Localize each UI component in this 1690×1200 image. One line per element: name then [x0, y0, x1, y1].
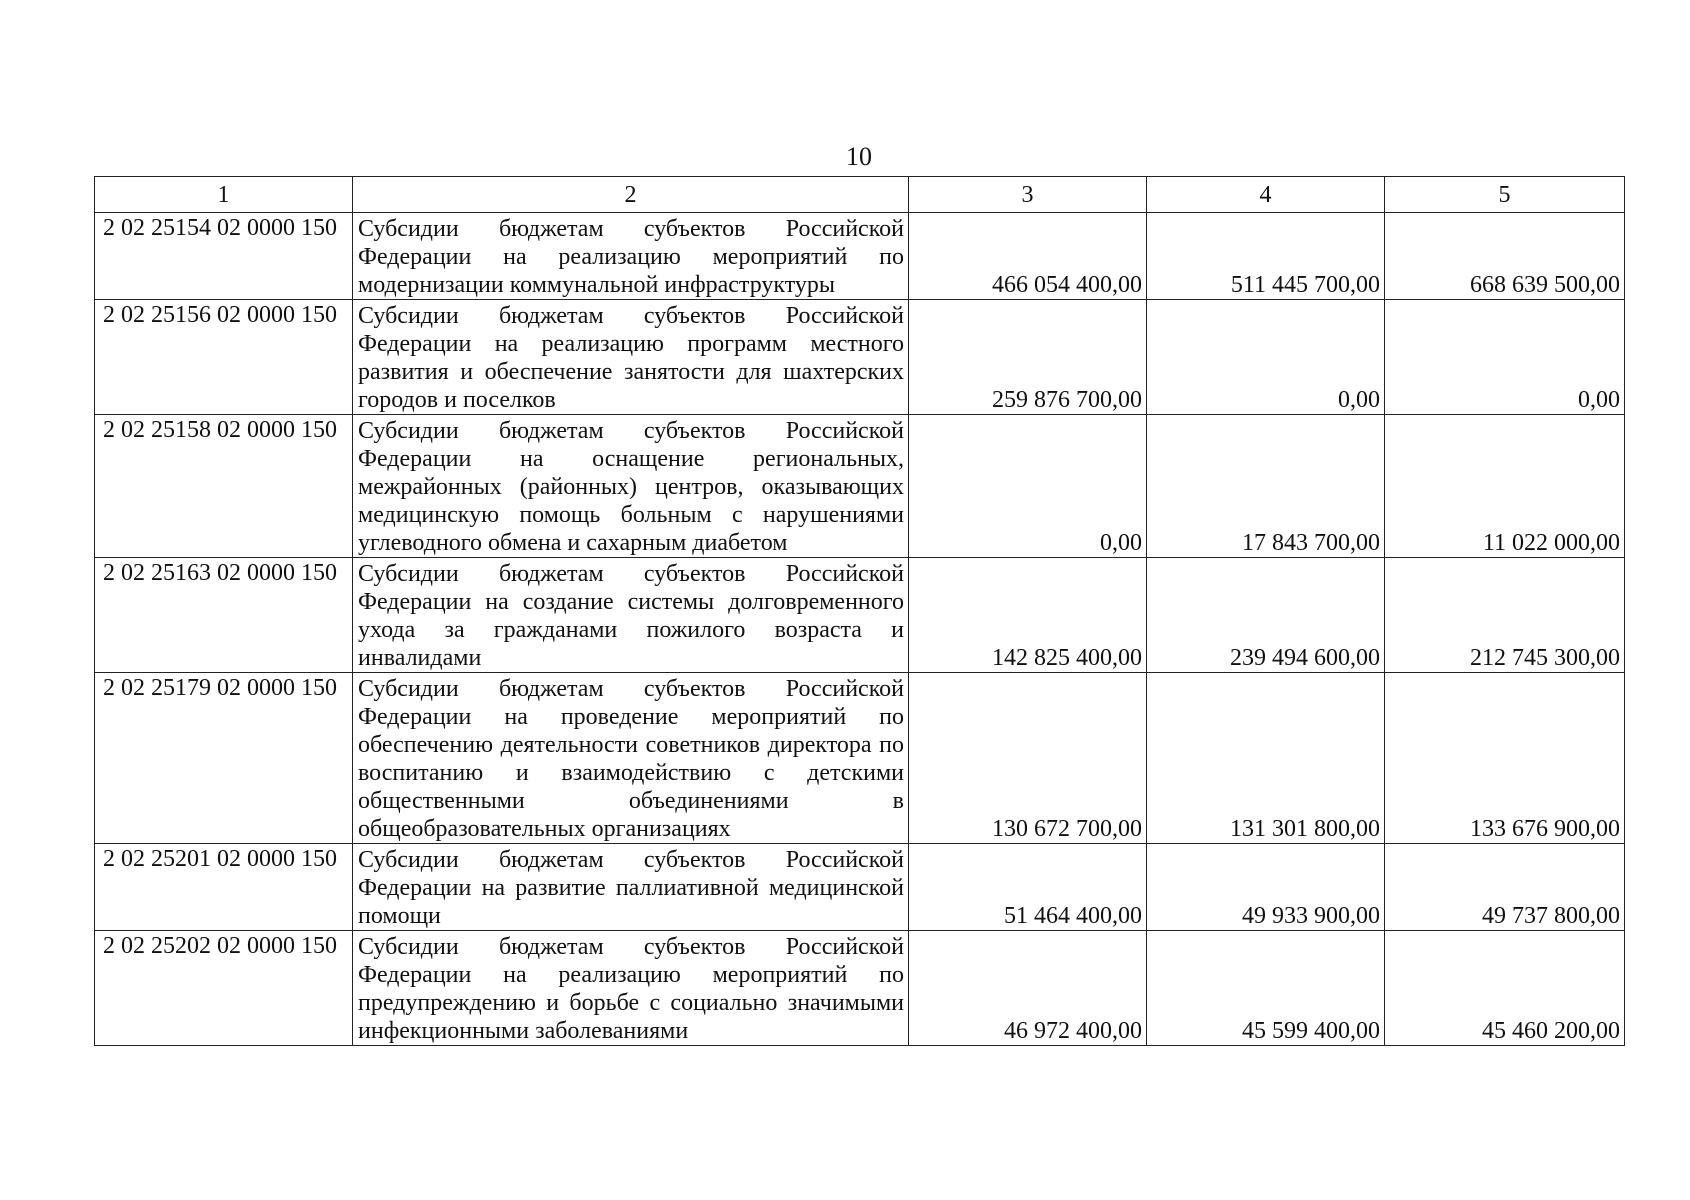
amount-col-3: 142 825 400,00 [909, 558, 1147, 673]
subsidy-name: Субсидии бюджетам субъектов Российской Федерации на реализацию мероприятий по модернизации коммунальной инфраструктуры [353, 213, 909, 300]
column-header-2: 2 [353, 177, 909, 213]
table-row [95, 844, 1625, 931]
budget-code: 2 02 25156 02 0000 150 [95, 300, 353, 415]
amount-col-5: 0,00 [1385, 300, 1625, 415]
amount-col-4: 131 301 800,00 [1147, 673, 1385, 844]
amount-col-5: 212 745 300,00 [1385, 558, 1625, 673]
table-row [95, 931, 1625, 1046]
amount-col-3: 51 464 400,00 [909, 844, 1147, 931]
amount-col-3: 46 972 400,00 [909, 931, 1147, 1046]
amount-col-4: 511 445 700,00 [1147, 213, 1385, 300]
amount-col-5: 49 737 800,00 [1385, 844, 1625, 931]
subsidy-name: Субсидии бюджетам субъектов Российской Федерации на создание системы долговременного ухода за гражданами пожилого возраста и инвалидами [353, 558, 909, 673]
table-row [95, 558, 1625, 673]
amount-col-5: 45 460 200,00 [1385, 931, 1625, 1046]
subsidy-name: Субсидии бюджетам субъектов Российской Федерации на реализацию программ местного развития и обеспечение занятости для шахтерских городов и поселков [353, 300, 909, 415]
page-number: 10 [846, 142, 872, 171]
subsidy-name: Субсидии бюджетам субъектов Российской Федерации на оснащение региональных, межрайонных (районных) центров, оказывающих медицинскую помощь больным с нарушениями углеводного обмена и сахарным диабетом [353, 415, 909, 558]
column-header-4: 4 [1147, 177, 1385, 213]
table-row [95, 300, 1625, 415]
table-row [95, 673, 1625, 844]
table-row [95, 213, 1625, 300]
budget-code: 2 02 25201 02 0000 150 [95, 844, 353, 931]
subsidy-name: Субсидии бюджетам субъектов Российской Федерации на проведение мероприятий по обеспечению деятельности советников директора по воспитанию и взаимодействию с детскими общественными объединениями в общеобразовательных организациях [353, 673, 909, 844]
amount-col-4: 0,00 [1147, 300, 1385, 415]
subsidy-name: Субсидии бюджетам субъектов Российской Федерации на развитие паллиативной медицинской помощи [353, 844, 909, 931]
column-header-5: 5 [1385, 177, 1625, 213]
budget-code: 2 02 25154 02 0000 150 [95, 213, 353, 300]
amount-col-5: 11 022 000,00 [1385, 415, 1625, 558]
column-header-3: 3 [909, 177, 1147, 213]
amount-col-3: 0,00 [909, 415, 1147, 558]
amount-col-5: 133 676 900,00 [1385, 673, 1625, 844]
amount-col-3: 130 672 700,00 [909, 673, 1147, 844]
header-row [95, 177, 1625, 213]
amount-col-4: 45 599 400,00 [1147, 931, 1385, 1046]
column-header-1: 1 [95, 177, 353, 213]
budget-code: 2 02 25163 02 0000 150 [95, 558, 353, 673]
budget-table [94, 176, 1625, 1046]
subsidy-name: Субсидии бюджетам субъектов Российской Федерации на реализацию мероприятий по предупреждению и борьбе с социально значимыми инфекционными заболеваниями [353, 931, 909, 1046]
amount-col-5: 668 639 500,00 [1385, 213, 1625, 300]
budget-code: 2 02 25179 02 0000 150 [95, 673, 353, 844]
amount-col-4: 17 843 700,00 [1147, 415, 1385, 558]
amount-col-4: 239 494 600,00 [1147, 558, 1385, 673]
budget-code: 2 02 25158 02 0000 150 [95, 415, 353, 558]
budget-code: 2 02 25202 02 0000 150 [95, 931, 353, 1046]
amount-col-3: 466 054 400,00 [909, 213, 1147, 300]
table-row [95, 415, 1625, 558]
amount-col-4: 49 933 900,00 [1147, 844, 1385, 931]
amount-col-3: 259 876 700,00 [909, 300, 1147, 415]
